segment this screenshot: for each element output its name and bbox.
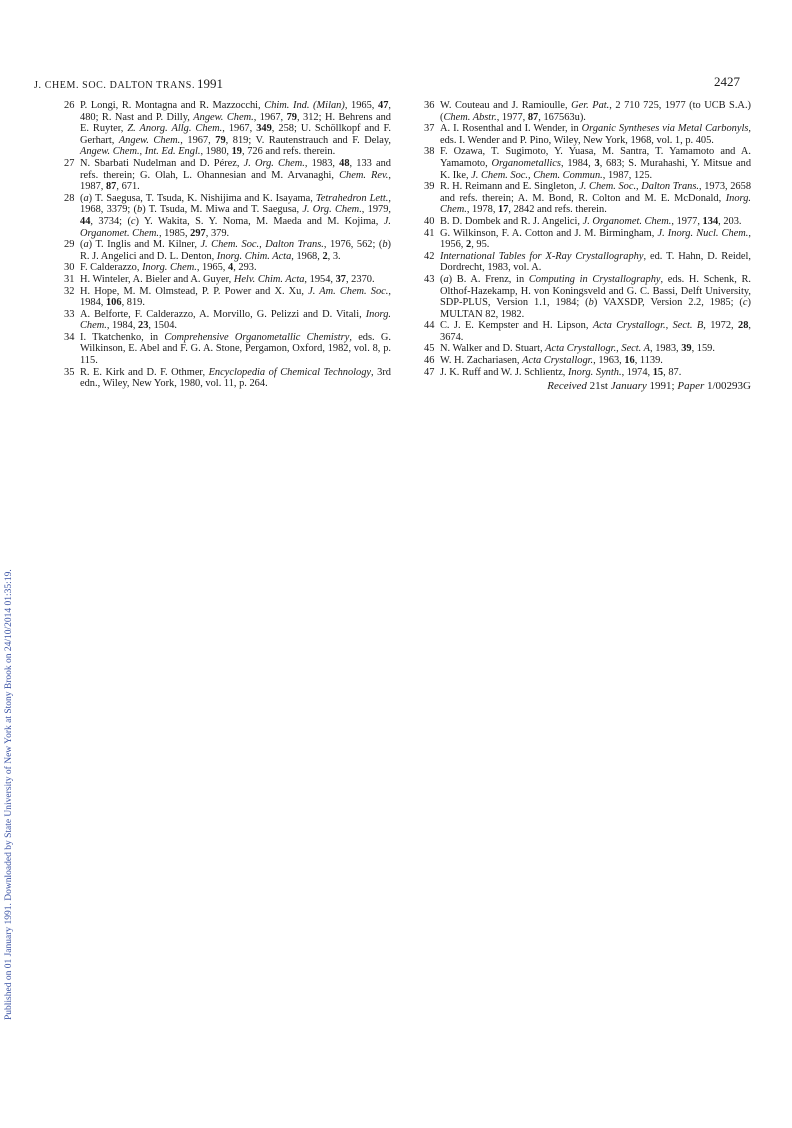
- received-line: [424, 381, 751, 393]
- reference-26: [64, 100, 391, 158]
- reference-text: I. Tkatchenko, in Comprehensive Organometallic Chemistry, eds. G. Wilkinson, E. Abel and F. G. A. Stone, Pergamon, Oxford, 1982, vol. 8, p. 115.: [80, 331, 392, 367]
- reference-number: 34: [64, 331, 75, 343]
- reference-text: P. Longi, R. Montagna and R. Mazzocchi, Chim. Ind. (Milan), 1965, 47, 480; R. Nast and P. Dilly, Angew. Chem., 1967, 79, 312; H. Behrens and E. Ruyter, Z. Anorg. Allg. Chem., 1967, 349, 258; U. Schöllkopf and F. Gerhart, Angew. Chem., 1967, 79, 819; V. Rautenstrauch and F. Delay, Angew. Chem., Int. Ed. Engl., 1980, 19, 726 and refs. therein.: [80, 100, 392, 158]
- reference-text: C. J. E. Kempster and H. Lipson, Acta Crystallogr., Sect. B, 1972, 28, 3674.: [440, 320, 752, 343]
- reference-number: 29: [64, 239, 75, 251]
- reference-text: F. Calderazzo, Inorg. Chem., 1965, 4, 293.: [80, 262, 257, 274]
- reference-number: 27: [64, 157, 75, 169]
- reference-34: [64, 332, 391, 367]
- reference-31: [64, 274, 391, 286]
- reference-text: R. H. Reimann and E. Singleton, J. Chem. Soc., Dalton Trans., 1973, 2658 and refs. therein; A. M. Bond, R. Colton and M. E. McDonald, Inorg. Chem., 1978, 17, 2842 and refs. therein.: [440, 181, 752, 216]
- reference-text: N. Walker and D. Stuart, Acta Crystallogr., Sect. A, 1983, 39, 159.: [440, 343, 715, 355]
- reference-number: 42: [424, 250, 435, 262]
- reference-43: [424, 274, 751, 320]
- reference-text: (a) B. A. Frenz, in Computing in Crystallography, eds. H. Schenk, R. Olthof-Hazekamp, H. von Koningsveld and G. C. Bassi, Delft University, SDP-PLUS, Version 1.1, 1984; (b) VAXSDP, Version 2.2, 1985; (c) MULTAN 82, 1982.: [440, 273, 751, 320]
- reference-44: [424, 320, 751, 343]
- reference-text: H. Hope, M. M. Olmstead, P. P. Power and X. Xu, J. Am. Chem. Soc., 1984, 106, 819.: [80, 285, 391, 309]
- reference-text: A. I. Rosenthal and I. Wender, in Organic Syntheses via Metal Carbonyls, eds. I. Wender and P. Pino, Wiley, New York, 1968, vol. 1, p. 405.: [440, 123, 751, 146]
- reference-number: 31: [64, 273, 75, 285]
- reference-number: 44: [424, 320, 435, 332]
- reference-42: [424, 251, 751, 274]
- reference-27: [64, 158, 391, 193]
- reference-33: [64, 309, 391, 332]
- download-stamp[interactable]: Published on 01 January 1991. Downloaded by State University of New York at Stony Brook on 24/10/2014 01:35:19.: [4, 569, 14, 1020]
- reference-number: 38: [424, 146, 435, 158]
- reference-number: 43: [424, 273, 435, 285]
- reference-30: [64, 262, 391, 274]
- reference-36: [424, 100, 751, 123]
- reference-text: R. E. Kirk and D. F. Othmer, Encyclopedia of Chemical Technology, 3rd edn., Wiley, New York, 1980, vol. 11, p. 264.: [80, 366, 391, 390]
- reference-46: [424, 355, 751, 367]
- reference-text: A. Belforte, F. Calderazzo, A. Morvillo, G. Pelizzi and D. Vitali, Inorg. Chem., 1984, 23, 1504.: [80, 308, 391, 332]
- reference-40: [424, 216, 751, 228]
- reference-text: G. Wilkinson, F. A. Cotton and J. M. Birmingham, J. Inorg. Nucl. Chem., 1956, 2, 95.: [440, 227, 751, 251]
- reference-32: [64, 286, 391, 309]
- reference-number: 40: [424, 215, 435, 227]
- paper-label: Paper: [677, 380, 705, 393]
- reference-text: J. K. Ruff and W. J. Schlientz, Inorg. Synth., 1974, 15, 87.: [440, 366, 682, 378]
- reference-text: (a) T. Inglis and M. Kilner, J. Chem. Soc., Dalton Trans., 1976, 562; (b) R. J. Angelici and D. L. Denton, Inorg. Chim. Acta, 1968, 2, 3.: [80, 239, 392, 262]
- reference-number: 28: [64, 192, 75, 204]
- reference-text: N. Sbarbati Nudelman and D. Pérez, J. Org. Chem., 1983, 48, 133 and refs. therein; G. Olah, L. Ohannesian and M. Arvanaghi, Chem. Rev., 1987, 87, 671.: [80, 157, 391, 193]
- received-label: Received: [547, 380, 587, 393]
- reference-text: B. D. Dombek and R. J. Angelici, J. Organomet. Chem., 1977, 134, 203.: [440, 215, 742, 227]
- received-year: 1991;: [649, 380, 675, 393]
- reference-38: [424, 146, 751, 181]
- journal-name: [34, 76, 223, 92]
- reference-text: (a) T. Saegusa, T. Tsuda, K. Nishijima and K. Isayama, Tetrahedron Lett., 1968, 3379; (b) T. Tsuda, M. Miwa and T. Saegusa, J. Org. Chem., 1979, 44, 3734; (c) Y. Wakita, S. Y. Noma, M. Maeda and M. Kojima, J. Organomet. Chem., 1985, 297, 379.: [80, 192, 392, 239]
- journal-year: 1991: [197, 76, 224, 91]
- reference-number: 30: [64, 262, 75, 274]
- reference-number: 37: [424, 123, 435, 135]
- references-left-column: [64, 100, 391, 390]
- paper-id: 1/00293G: [707, 380, 751, 393]
- reference-text: W. H. Zachariasen, Acta Crystallogr., 1963, 16, 1139.: [440, 355, 663, 367]
- reference-37: [424, 123, 751, 146]
- references-right-list: [424, 100, 751, 378]
- reference-number: 36: [424, 100, 435, 111]
- running-header: [34, 74, 740, 92]
- reference-47: [424, 367, 751, 379]
- reference-41: [424, 228, 751, 251]
- journal-title: J. CHEM. SOC. DALTON TRANS.: [34, 80, 196, 91]
- received-month: January: [610, 380, 647, 393]
- reference-text: H. Winteler, A. Bieler and A. Guyer, Helv. Chim. Acta, 1954, 37, 2370.: [80, 273, 375, 285]
- reference-number: 41: [424, 227, 435, 239]
- reference-number: 33: [64, 308, 75, 320]
- references-right-column: [424, 100, 751, 393]
- reference-number: 39: [424, 181, 435, 193]
- reference-text: W. Couteau and J. Ramioulle, Ger. Pat., 2 710 725, 1977 (to UCB S.A.) (Chem. Abstr., 1977, 87, 167563u).: [440, 100, 751, 123]
- reference-number: 45: [424, 343, 435, 355]
- reference-35: [64, 367, 391, 390]
- reference-text: International Tables for X-Ray Crystallography, ed. T. Hahn, D. Reidel, Dordrecht, 1983, vol. A.: [440, 250, 752, 274]
- reference-number: 26: [64, 100, 75, 111]
- reference-text: F. Ozawa, T. Sugimoto, Y. Yuasa, M. Santra, T. Yamamoto and A. Yamamoto, Organometallics, 1984, 3, 683; S. Murahashi, Y. Mitsue and K. Ike, J. Chem. Soc., Chem. Commun., 1987, 125.: [440, 146, 752, 181]
- page-number: 2427: [714, 74, 740, 89]
- reference-29: [64, 239, 391, 262]
- reference-number: 32: [64, 285, 75, 297]
- reference-number: 47: [424, 366, 435, 378]
- reference-28: [64, 193, 391, 239]
- reference-number: 46: [424, 355, 435, 367]
- reference-39: [424, 181, 751, 216]
- reference-number: 35: [64, 366, 75, 378]
- received-day: 21st: [589, 380, 608, 393]
- reference-45: [424, 343, 751, 355]
